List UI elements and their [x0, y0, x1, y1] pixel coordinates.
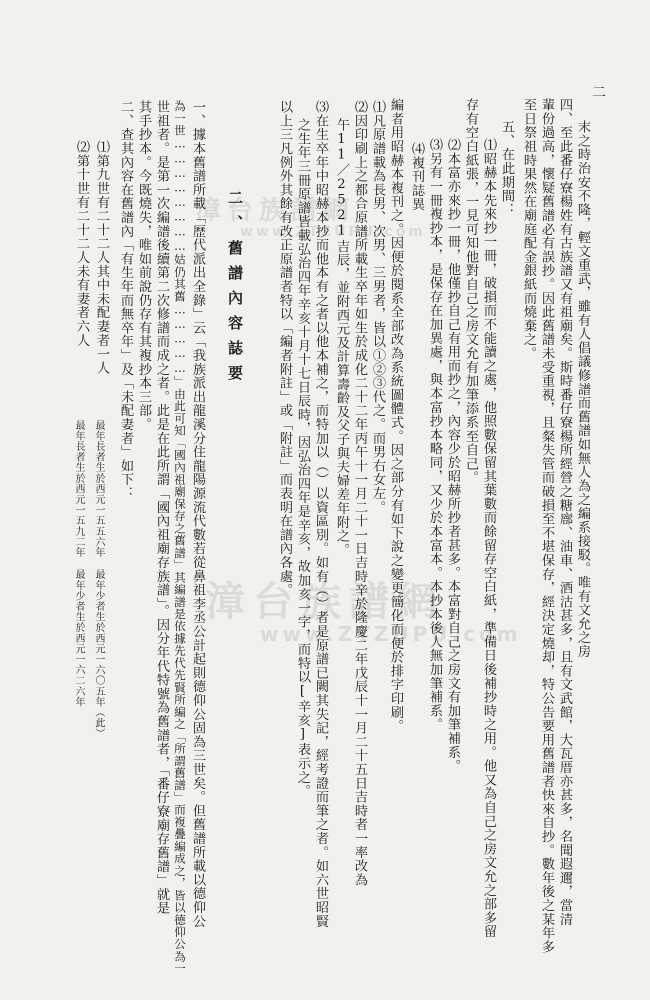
text-column: ⑴凡原譜載為長男、次男、三男者，皆以①②③代之。而男右女左。	[370, 100, 385, 514]
text-column: ⑶另有一冊複抄本，是保存在加異處，與本富抄本略同，又少於本富本。本抄本後人無加筆補系。	[427, 138, 442, 732]
text-column: 輩份過高，懷疑舊譜必有誤抄。因此舊譜未受重視，且粲失管而破損至不堪保存，經決定燒却，特公告要用舊譜者快來自抄。數年後之某年多	[539, 98, 554, 954]
text-column: 以上三凡例外其餘有改正原譜者特以「編者附註」或「附註」而表明在譜內各處。	[277, 100, 292, 597]
text-column: ⑴第九世有二十二人其中未配妻者一人	[94, 140, 109, 375]
section-title: 二、舊譜內容誌要	[226, 190, 244, 390]
text-column: 一、據本舊譜所載「歷代派出全錄」云「我族派出龍溪分住龍陽源流代數若從鼻祖李丞公計起則德仰公固為三世矣。但舊譜所載以德仰公	[190, 100, 205, 928]
text-column: 四、至此番仔寮楊姓有古族譜又有祖廟矣。斯時番仔寮楊所經營之糖廍、油車、酒沽甚多，且有文武館，大瓦厝亦甚多，名聞遐邇，當清	[557, 98, 572, 926]
text-column: 末之時治安不隆，輕文重武，雖有人倡議修譜而舊譜如無人為之編系接駁。唯有文允之房	[575, 120, 590, 659]
page-number: 二	[592, 85, 606, 101]
text-column: 之生年三冊原譜皆載弘治四年辛亥十月十七日辰時，因弘治四年是辛亥，故加亥一字，而特以[辛亥]表示之。	[295, 118, 310, 798]
text-column: ⑷複刊誌異	[409, 142, 424, 211]
text-column: 其手抄本。今既燒失，唯如前說仍存有其複抄本三部。	[136, 100, 151, 432]
text-column: 世祖者。是第一次編譜後續第二次修譜而成之者。此是在此所謂「國內祖廟存族譜」。因分年代特號為舊譜者，「番仔寮廟存舊譜」就是	[154, 100, 169, 915]
text-column: ⑶在生卒年中昭赫本抄而他本有之者以他本補之，而特加以（）以資區別。如有（）者是原譜已闕其失記，經考證而筆之者。如六世昭賢	[313, 100, 328, 928]
footnote-column: 最年長者生於西元一五五六年 最年少者生於西元一六〇五年（此）	[93, 420, 104, 739]
text-column: 五、在此期間：	[499, 120, 514, 217]
footnote-column: 最年長者生於西元一五九二年 最年少者生於西元一六二六年	[73, 420, 84, 708]
watermark-site-name: 漳台族譜網	[195, 196, 356, 226]
text-column: ⑴昭赫本先來抄一冊，破損而不能讀之處，他照數保留其葉數而餘留存空白紙，準備日後補抄時之用。他又為自己之房文允之部多留	[481, 138, 496, 939]
text-column: 編者用昭赫本複刊之。因便於閱系全部改為系統圖體式。因之部分有如下說之變更簡化而便於排字印刷。	[388, 98, 403, 733]
text-column: 午11／2521吉辰，並附西元及計算壽齡及父子與夫婦差年附之。	[334, 118, 349, 557]
text-column: 二、查其內容在舊譜內「有生年而無卒年」及「未配妻者」如下：	[118, 100, 133, 501]
watermark-url: www.ZTZUPU.com	[240, 224, 426, 240]
text-column: 為一世……………………姑仍其舊……………」由此可知「國內祖廟保存之舊譜」其編譜是依據先代先賢所編之「所謂舊譜」而複疊編成之，皆以德仰公為一	[173, 100, 187, 975]
watermark-url-large: www.ZTZUPU.com	[260, 622, 522, 646]
watermark-site-name-large: 漳台族譜網	[205, 579, 445, 625]
text-column: ⑵第十世有二十二人未有妻者六人	[74, 140, 89, 347]
text-column: 至日祭祖時果然在廟庭配金銀紙而燒棄之。	[521, 98, 536, 361]
text-column: ⑵本富亦來抄一冊，他僅抄自己有用而抄之，內容少於昭赫所抄者甚多。本富對自己之房文有加筆補系。	[445, 138, 460, 773]
text-column: ⑵因印刷上之都合原譜所載生卒年如生於成化二十二年丙午十一月二十一日吉時辛於隆慶二年戊辰十一月二十五日吉時者一率改為	[352, 100, 367, 887]
text-column: 存有空白紙張，一見可知他對自己之房文允有加筆添系至自己。	[463, 98, 478, 485]
